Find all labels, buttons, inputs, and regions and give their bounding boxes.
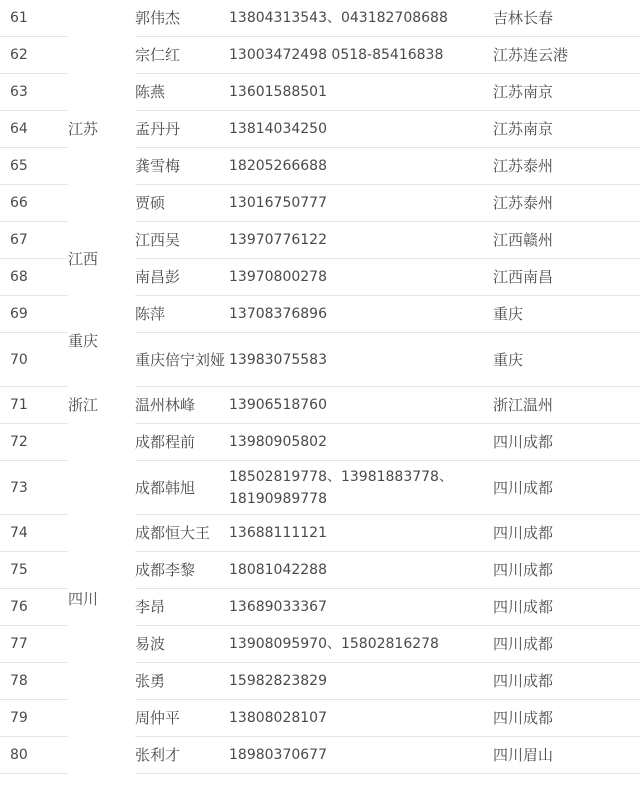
city-cell: 四川成都 — [493, 515, 640, 552]
contact-name: 贾硕 — [135, 185, 229, 222]
province-cell — [68, 0, 135, 37]
contact-name: 张利才 — [135, 737, 229, 774]
row-number: 80 — [0, 737, 68, 774]
city-cell: 重庆 — [493, 296, 640, 333]
contact-name: 成都韩旭 — [135, 461, 229, 515]
phone-number: 13808028107 — [229, 700, 493, 737]
contact-name: 南昌彭 — [135, 259, 229, 296]
phone-number: 13906518760 — [229, 387, 493, 424]
row-number: 72 — [0, 424, 68, 461]
table-row — [0, 37, 640, 74]
row-number: 64 — [0, 111, 68, 148]
province-cell: 江西 — [68, 222, 135, 296]
phone-number: 13814034250 — [229, 111, 493, 148]
phone-number: 13708376896 — [229, 296, 493, 333]
row-number: 69 — [0, 296, 68, 333]
row-number: 76 — [0, 589, 68, 626]
contact-name: 成都程前 — [135, 424, 229, 461]
city-cell: 四川眉山 — [493, 737, 640, 774]
phone-number: 13908095970、15802816278 — [229, 626, 493, 663]
city-cell: 四川成都 — [493, 461, 640, 515]
city-cell: 江西赣州 — [493, 222, 640, 259]
row-number: 79 — [0, 700, 68, 737]
city-cell: 江苏泰州 — [493, 185, 640, 222]
phone-number: 13970776122 — [229, 222, 493, 259]
table-row — [0, 296, 640, 333]
city-cell: 四川成都 — [493, 626, 640, 663]
province-cell: 浙江 — [68, 387, 135, 424]
contact-name: 孟丹丹 — [135, 111, 229, 148]
table-row — [0, 424, 640, 461]
phone-number: 13003472498 0518-85416838 — [229, 37, 493, 74]
table-row — [0, 222, 640, 259]
city-cell: 四川成都 — [493, 552, 640, 589]
city-cell: 江西南昌 — [493, 259, 640, 296]
contact-name: 陈萍 — [135, 296, 229, 333]
phone-number: 13804313543、043182708688 — [229, 0, 493, 37]
row-number: 70 — [0, 333, 68, 387]
contact-name: 成都李黎 — [135, 552, 229, 589]
phone-number: 13970800278 — [229, 259, 493, 296]
contact-name: 成都恒大王 — [135, 515, 229, 552]
contact-name: 重庆倍宁刘娅 — [135, 333, 229, 387]
phone-number: 18081042288 — [229, 552, 493, 589]
contact-name: 宗仁红 — [135, 37, 229, 74]
row-number: 74 — [0, 515, 68, 552]
row-number: 78 — [0, 663, 68, 700]
row-number: 61 — [0, 0, 68, 37]
table-row — [0, 0, 640, 37]
city-cell: 四川成都 — [493, 424, 640, 461]
province-cell: 江苏 — [68, 37, 135, 222]
city-cell: 四川成都 — [493, 663, 640, 700]
city-cell: 江苏连云港 — [493, 37, 640, 74]
contact-name: 易波 — [135, 626, 229, 663]
row-number: 71 — [0, 387, 68, 424]
city-cell: 四川成都 — [493, 700, 640, 737]
row-number: 77 — [0, 626, 68, 663]
phone-number: 18205266688 — [229, 148, 493, 185]
contact-name: 李昂 — [135, 589, 229, 626]
phone-number: 18980370677 — [229, 737, 493, 774]
city-cell: 江苏南京 — [493, 111, 640, 148]
city-cell: 四川成都 — [493, 589, 640, 626]
phone-number: 18502819778、13981883778、18190989778 — [229, 461, 493, 515]
phone-number: 13016750777 — [229, 185, 493, 222]
city-cell: 江苏泰州 — [493, 148, 640, 185]
contact-name: 龚雪梅 — [135, 148, 229, 185]
contact-name: 周仲平 — [135, 700, 229, 737]
city-cell: 浙江温州 — [493, 387, 640, 424]
contact-name: 张勇 — [135, 663, 229, 700]
row-number: 73 — [0, 461, 68, 515]
phone-number: 13689033367 — [229, 589, 493, 626]
contact-name: 温州林峰 — [135, 387, 229, 424]
table-row — [0, 387, 640, 424]
phone-number: 13983075583 — [229, 333, 493, 387]
province-cell: 重庆 — [68, 296, 135, 387]
city-cell: 江苏南京 — [493, 74, 640, 111]
row-number: 68 — [0, 259, 68, 296]
city-cell: 重庆 — [493, 333, 640, 387]
province-cell: 四川 — [68, 424, 135, 774]
row-number: 63 — [0, 74, 68, 111]
phone-number: 13688111121 — [229, 515, 493, 552]
row-number: 75 — [0, 552, 68, 589]
phone-number: 13601588501 — [229, 74, 493, 111]
row-number: 65 — [0, 148, 68, 185]
phone-number: 15982823829 — [229, 663, 493, 700]
city-cell: 吉林长春 — [493, 0, 640, 37]
row-number: 66 — [0, 185, 68, 222]
phone-number: 13980905802 — [229, 424, 493, 461]
contact-name: 陈燕 — [135, 74, 229, 111]
contact-name: 江西吴 — [135, 222, 229, 259]
row-number: 67 — [0, 222, 68, 259]
row-number: 62 — [0, 37, 68, 74]
contact-name: 郭伟杰 — [135, 0, 229, 37]
